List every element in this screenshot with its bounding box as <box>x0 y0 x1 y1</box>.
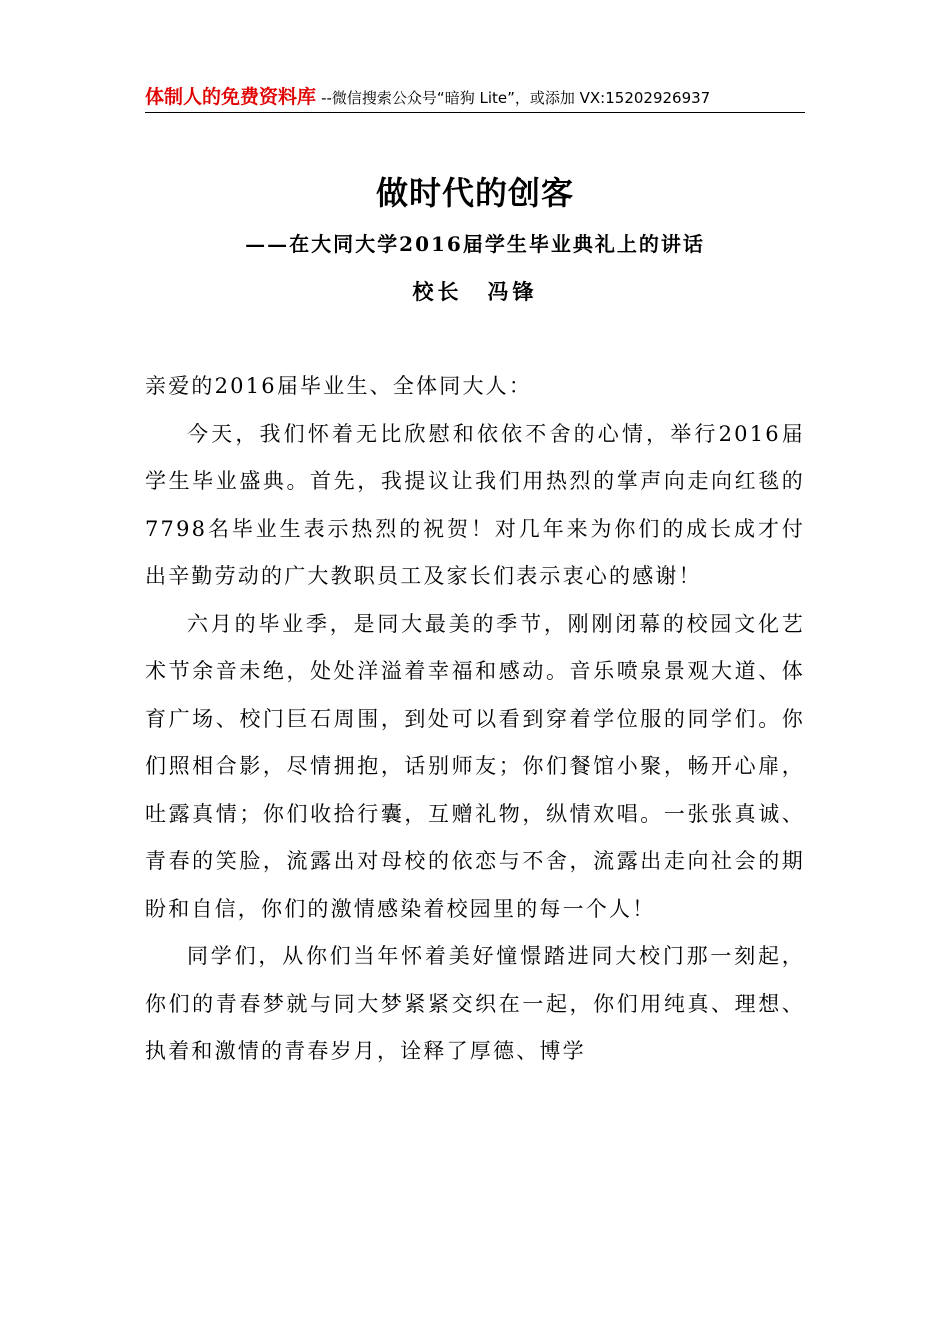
header-note: --微信搜索公众号“暗狗 Lite”，或添加 VX:15202926937 <box>321 89 711 107</box>
document-subtitle: ——在大同大学2016届学生毕业典礼上的讲话 <box>245 232 705 256</box>
page-header <box>145 82 805 113</box>
salutation: 亲爱的2016届毕业生、全体同大人： <box>145 374 533 398</box>
paragraph-1: 今天，我们怀着无比欣慰和依依不舍的心情，举行2016届学生毕业盛典。首先，我提议让我们用热烈的掌声向走向红毯的7798名毕业生表示热烈的祝贺！对几年来为你们的成长成才付出辛勤劳动的广大教职员工及家长们表示衷心的感谢！ <box>145 421 805 588</box>
header-brand: 体制人的免费资料库 <box>145 86 317 108</box>
document-author: 校长 冯锋 <box>412 279 538 304</box>
paragraph-2: 六月的毕业季，是同大最美的季节，刚刚闭幕的校园文化艺术节余音未绝，处处洋溢着幸福和感动。音乐喷泉景观大道、体育广场、校门巨石周围，到处可以看到穿着学位服的同学们。你们照相合影，尽情拥抱，话别师友；你们餐馆小聚，畅开心扉，吐露真情；你们收拾行囊，互赠礼物，纵情欢唱。一张张真诚、青春的笑脸，流露出对母校的依恋与不舍，流露出走向社会的期盼和自信，你们的激情感染着校园里的每一个人！ <box>145 611 805 921</box>
document-title: 做时代的创客 <box>375 174 574 212</box>
document-body <box>145 363 805 1076</box>
paragraph-3: 同学们，从你们当年怀着美好憧憬踏进同大校门那一刻起，你们的青春梦就与同大梦紧紧交织在一起，你们用纯真、理想、执着和激情的青春岁月，诠释了厚德、博学 <box>145 944 805 1063</box>
